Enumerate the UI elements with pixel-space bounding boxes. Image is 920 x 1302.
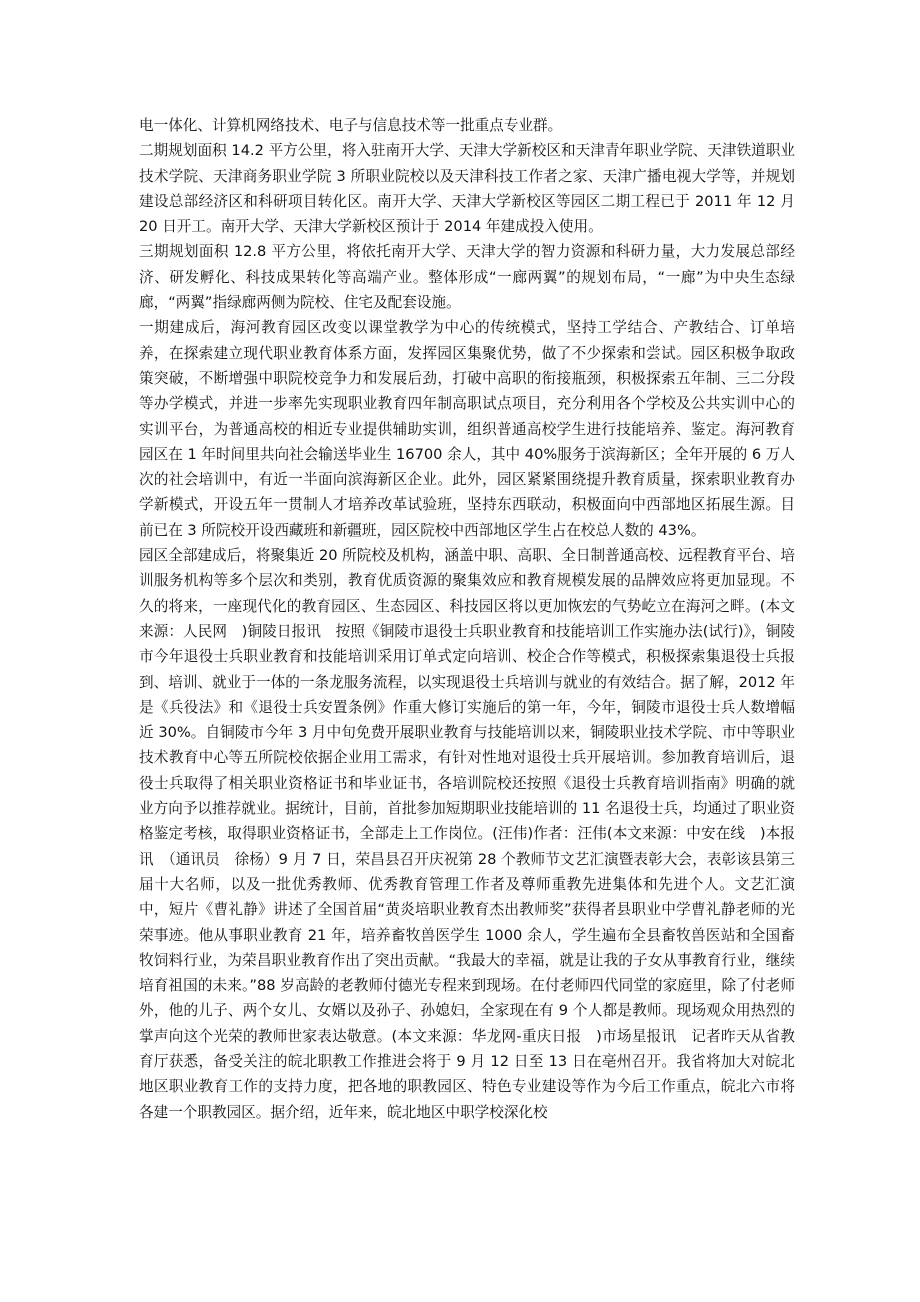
paragraph: 电一体化、计算机网络技术、电子与信息技术等一批重点专业群。 [139,117,563,134]
document-body [139,113,795,1125]
paragraph: 二期规划面积 14.2 平方公里，将入驻南开大学、天津大学新校区和天津青年职业学院、天津铁道职业技术学院、天津商务职业学院 3 所职业院校以及天津科技工作者之家、天津广播电视大学等，并规划建设总部经济区和科研项目转化区。南开大学、天津大学新校区等园区二期工程已于 2011 年 12 月 20 日开工。南开大学、天津大学新校区预计于 2014 年建成投入使用。 [139,142,795,236]
paragraph: 园区全部建成后，将聚集近 20 所院校及机构，涵盖中职、高职、全日制普通高校、远程教育平台、培训服务机构等多个层次和类别，教育优质资源的聚集效应和教育规模发展的品牌效应将更加显现。不久的将来，一座现代化的教育园区、生态园区、科技园区将以更加恢宏的气势屹立在海河之畔。(本文来源：人民网 )铜陵日报讯 按照《铜陵市退役士兵职业教育和技能培训工作实施办法(试行)》，铜陵市今年退役士兵职业教育和技能培训采用订单式定向培训、校企合作等模式，积极探索集退役士兵报到、培训、就业于一体的一条龙服务流程，以实现退役士兵培训与就业的有效结合。据了解，2012 年是《兵役法》和《退役士兵安置条例》作重大修订实施后的第一年，今年，铜陵市退役士兵人数增幅近 30%。自铜陵市今年 3 月中旬免费开展职业教育与技能培训以来，铜陵职业技术学院、市中等职业技术教育中心等五所院校依据企业用工需求，有针对性地对退役士兵开展培训。参加教育培训后，退役士兵取得了相关职业资格证书和毕业证书，各培训院校还按照《退役士兵教育培训指南》明确的就业方向予以推荐就业。据统计，目前，首批参加短期职业技能培训的 11 名退役士兵，均通过了职业资格鉴定考核，取得职业资格证书，全部走上工作岗位。(汪伟)作者：汪伟(本文来源：中安在线 )本报讯 （通讯员 徐杨）9 月 7 日，荣昌县召开庆祝第 28 个教师节文艺汇演暨表彰大会，表彰该县第三届十大名师，以及一批优秀教师、优秀教育管理工作者及尊师重教先进集体和先进个人。文艺汇演中，短片《曹礼静》讲述了全国首届“黄炎培职业教育杰出教师奖”获得者县职业中学曹礼静老师的光荣事迹。他从事职业教育 21 年，培养畜牧兽医学生 1000 余人，学生遍布全县畜牧兽医站和全国畜牧饲料行业，为荣昌职业教育作出了突出贡献。“我最大的幸福，就是让我的子女从事教育行业，继续培育祖国的未来。”88 岁高龄的老教师付德光专程来到现场。在付老师四代同堂的家庭里，除了付老师外，他的儿子、两个女儿、女婿以及孙子、孙媳妇，全家现在有 9 个人都是教师。现场观众用热烈的掌声向这个光荣的教师世家表达敬意。(本文来源：华龙网-重庆日报 )市场星报讯 记者昨天从省教育厅获悉，备受关注的皖北职教工作推进会将于 9 月 12 日至 13 日在亳州召开。我省将加大对皖北地区职业教育工作的支持力度，把各地的职教园区、特色专业建设等作为今后工作重点，皖北六市将各建一个职教园区。据介绍，近年来，皖北地区中职学校深化校 [139,547,795,1121]
paragraph: 三期规划面积 12.8 平方公里，将依托南开大学、天津大学的智力资源和科研力量，大力发展总部经济、研发孵化、科技成果转化等高端产业。整体形成“一廊两翼”的规划布局，“一廊”为中央生态绿廊，“两翼”指绿廊两侧为院校、住宅及配套设施。 [139,243,795,312]
paragraph: 一期建成后，海河教育园区改变以课堂教学为中心的传统模式，坚持工学结合、产教结合、订单培养，在探索建立现代职业教育体系方面，发挥园区集聚优势，做了不少探索和尝试。园区积极争取政策突破，不断增强中职院校竞争力和发展后劲，打破中高职的衔接瓶颈，积极探索五年制、三二分段等办学模式，并进一步率先实现职业教育四年制高职试点项目，充分利用各个学校及公共实训中心的实训平台，为普通高校的相近专业提供辅助实训，组织普通高校学生进行技能培养、鉴定。海河教育园区在 1 年时间里共向社会输送毕业生 16700 余人，其中 40%服务于滨海新区；全年开展的 6 万人次的社会培训中，有近一半面向滨海新区企业。此外，园区紧紧围绕提升教育质量，探索职业教育办学新模式，开设五年一贯制人才培养改革试验班，坚持东西联动，积极面向中西部地区拓展生源。目前已在 3 所院校开设西藏班和新疆班，园区院校中西部地区学生占在校总人数的 43%。 [139,319,795,539]
